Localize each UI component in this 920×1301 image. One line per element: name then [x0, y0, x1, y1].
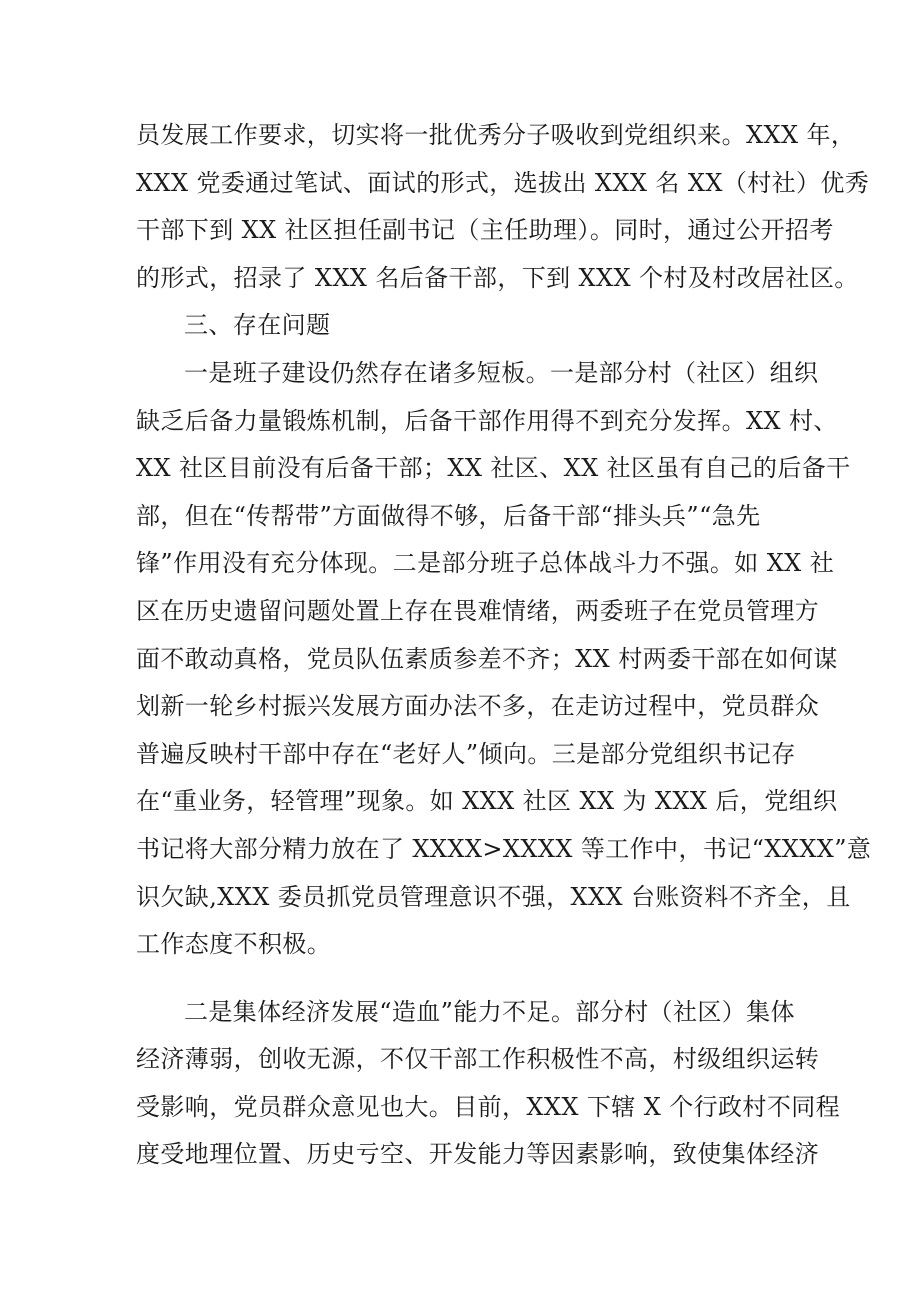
text-line: 识欠缺,XXX 委员抓党员管理意识不强，XXX 台账资料不齐全，且: [136, 882, 851, 911]
section-heading: 三、存在问题: [184, 311, 331, 340]
text-line: 干部下到 XX 社区担任副书记（主任助理）。同时，通过公开招考: [136, 216, 834, 245]
text-line: 锋”作用没有充分体现。二是部分班子总体战斗力不强。如 XX 社: [136, 549, 835, 578]
text-line: 经济薄弱，创收无源，不仅干部工作积极性不高，村级组织运转: [136, 1045, 820, 1074]
paragraph-collective-economy: [136, 989, 841, 1179]
paragraph-gap: [136, 969, 794, 989]
text-line: XX 社区目前没有后备干部；XX 社区、XX 社区虽有自己的后备干: [136, 454, 851, 483]
text-line: 面不敢动真格，党员队伍素质参差不齐；XX 村两委干部在如何谋: [136, 644, 838, 673]
paragraph-team-building: [136, 350, 872, 969]
text-line: 的形式，招录了 XXX 名后备干部，下到 XXX 个村及村改居社区。: [136, 263, 859, 292]
text-line: 区在历史遗留问题处置上存在畏难情绪，两委班子在党员管理方: [136, 596, 820, 625]
text-line: 员发展工作要求，切实将一批优秀分子吸收到党组织来。XXX 年，: [136, 121, 856, 149]
text-line: 一是班子建设仍然存在诸多短板。一是部分村（社区）组织: [184, 358, 819, 387]
text-line: 部，但在“传帮带”方面做得不够，后备干部“排头兵”“急先: [136, 501, 761, 530]
text-line: XXX 党委通过笔试、面试的形式，选拔出 XXX 名 XX（村社）优秀: [136, 168, 870, 197]
text-line: 二是集体经济发展“造血”能力不足。部分村（社区）集体: [184, 997, 795, 1026]
text-line: 在“重业务，轻管理”现象。如 XXX 社区 XX 为 XXX 后，党组织: [136, 787, 838, 816]
text-line: 普遍反映村干部中存在“老好人”倾向。三是部分党组织书记存: [136, 739, 796, 768]
text-line: 缺乏后备力量锻炼机制，后备干部作用得不到充分发挥。XX 村、: [136, 406, 838, 435]
text-line: 受影响，党员群众意见也大。目前，XXX 下辖 X 个行政村不同程: [136, 1092, 841, 1121]
paragraph-recruitment: [136, 112, 870, 302]
text-line: 工作态度不积极。: [136, 930, 332, 959]
text-line: 划新一轮乡村振兴发展方面办法不多，在走访过程中，党员群众: [136, 692, 820, 721]
text-line: 书记将大部分精力放在了 XXXX>XXXX 等工作中，书记“XXXX”意: [136, 834, 872, 863]
text-line: 度受地理位置、历史亏空、开发能力等因素影响，致使集体经济: [136, 1140, 820, 1169]
